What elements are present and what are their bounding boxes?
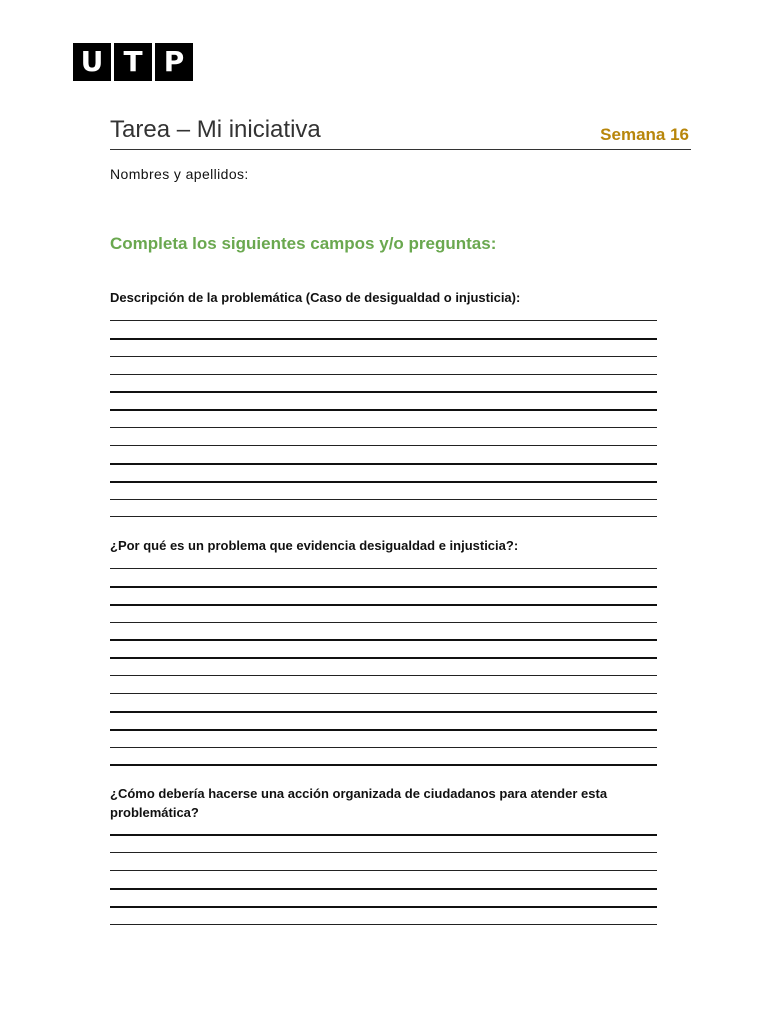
answer-line (110, 427, 657, 428)
answer-line (110, 834, 657, 836)
answer-line (110, 320, 657, 321)
page-title: Tarea – Mi iniciativa (110, 116, 321, 143)
question-2: ¿Por qué es un problema que evidencia desigualdad e injusticia?: (110, 538, 519, 553)
answer-line (110, 693, 657, 694)
answer-line (110, 764, 657, 766)
answer-line (110, 499, 657, 500)
logo-letter-t: T (114, 43, 152, 81)
answer-line (110, 604, 657, 606)
answer-line (110, 391, 657, 393)
answer-line (110, 409, 657, 411)
logo-letter-u: U (73, 43, 111, 81)
answer-line (110, 711, 657, 713)
answer-line (110, 445, 657, 446)
utp-logo (73, 43, 193, 81)
answer-line (110, 516, 657, 517)
answer-line (110, 338, 657, 340)
answer-line (110, 747, 657, 748)
week-label: Semana 16 (600, 125, 689, 144)
question-3: ¿Cómo debería hacerse una acción organizada de ciudadanos para atender esta problemática? (110, 786, 608, 820)
answer-line (110, 481, 657, 483)
question-1: Descripción de la problemática (Caso de desigualdad o injusticia): (110, 290, 521, 305)
logo-letter-p: P (155, 43, 193, 81)
answer-line (110, 374, 657, 375)
answer-line (110, 463, 657, 465)
answer-line (110, 729, 657, 731)
answer-line (110, 657, 657, 659)
answer-line (110, 906, 657, 908)
instruction-heading: Completa los siguientes campos y/o preguntas: (110, 234, 497, 253)
answer-line (110, 639, 657, 641)
names-label: Nombres y apellidos: (110, 166, 249, 182)
answer-line (110, 622, 657, 623)
answer-line (110, 568, 657, 569)
answer-line (110, 586, 657, 588)
answer-line (110, 852, 657, 853)
answer-line (110, 888, 657, 890)
answer-line (110, 675, 657, 676)
answer-line (110, 924, 657, 925)
answer-line (110, 356, 657, 357)
answer-line (110, 870, 657, 871)
document-header (110, 116, 691, 150)
